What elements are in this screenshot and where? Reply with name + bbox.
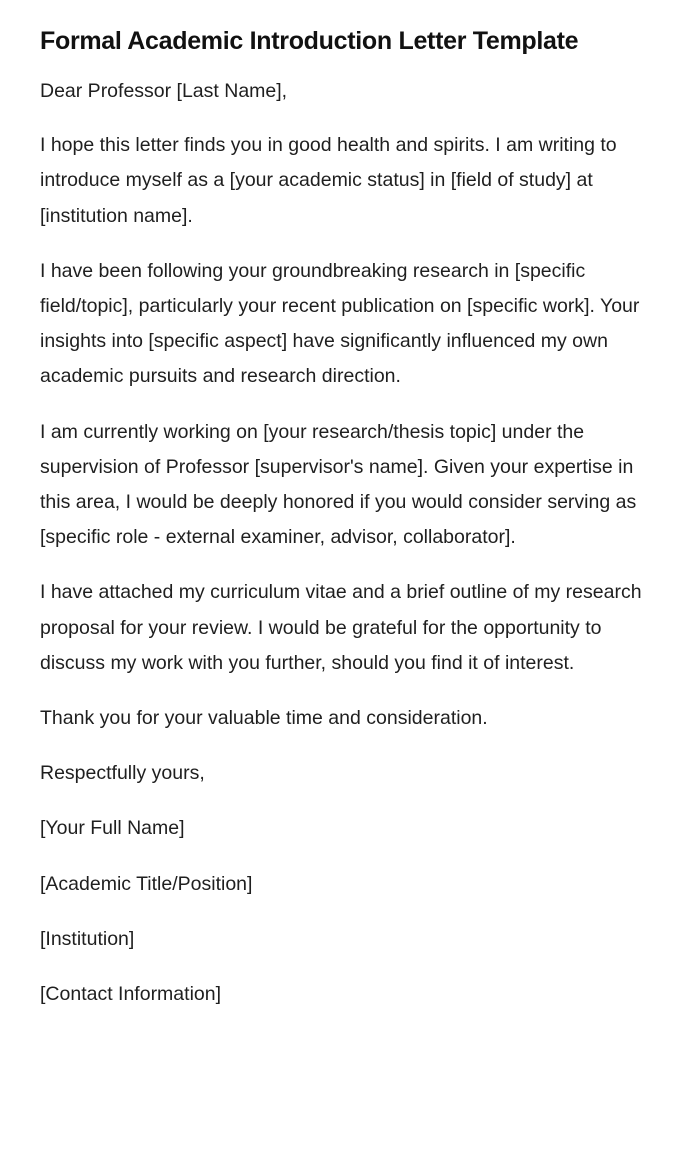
- letter-paragraph-intro: I hope this letter finds you in good health and spirits. I am writing to introduce myself as a [your academic status] in [field of study] at [institution name].: [40, 134, 617, 227]
- letter-greeting: Dear Professor [Last Name],: [40, 80, 288, 102]
- signature-institution: [Institution]: [40, 927, 135, 950]
- letter-closing: Respectfully yours,: [40, 762, 205, 785]
- signature-contact: [Contact Information]: [40, 983, 222, 1006]
- letter-paragraph-request: I am currently working on [your research/thesis topic] under the supervision of Professor [supervisor's name]. Given your expertise in this area, I would be deeply honored if you would consider serving as [specific role - external examiner, advisor, collaborator].: [40, 420, 637, 549]
- page-title: Formal Academic Introduction Letter Template: [40, 27, 579, 55]
- letter-paragraph-thanks: Thank you for your valuable time and consideration.: [40, 707, 488, 730]
- signature-name: [Your Full Name]: [40, 817, 185, 840]
- letter-paragraph-research-interest: I have been following your groundbreaking research in [specific field/topic], particularly your recent publication on [specific work]. Your insights into [specific aspect] have significantly influenced my own academic pursuits and research direction.: [40, 259, 640, 388]
- signature-title: [Academic Title/Position]: [40, 872, 253, 895]
- letter-paragraph-attachments: I have attached my curriculum vitae and a brief outline of my research proposal for your review. I would be grateful for the opportunity to discuss my work with you further, should you find it of interest.: [40, 581, 642, 674]
